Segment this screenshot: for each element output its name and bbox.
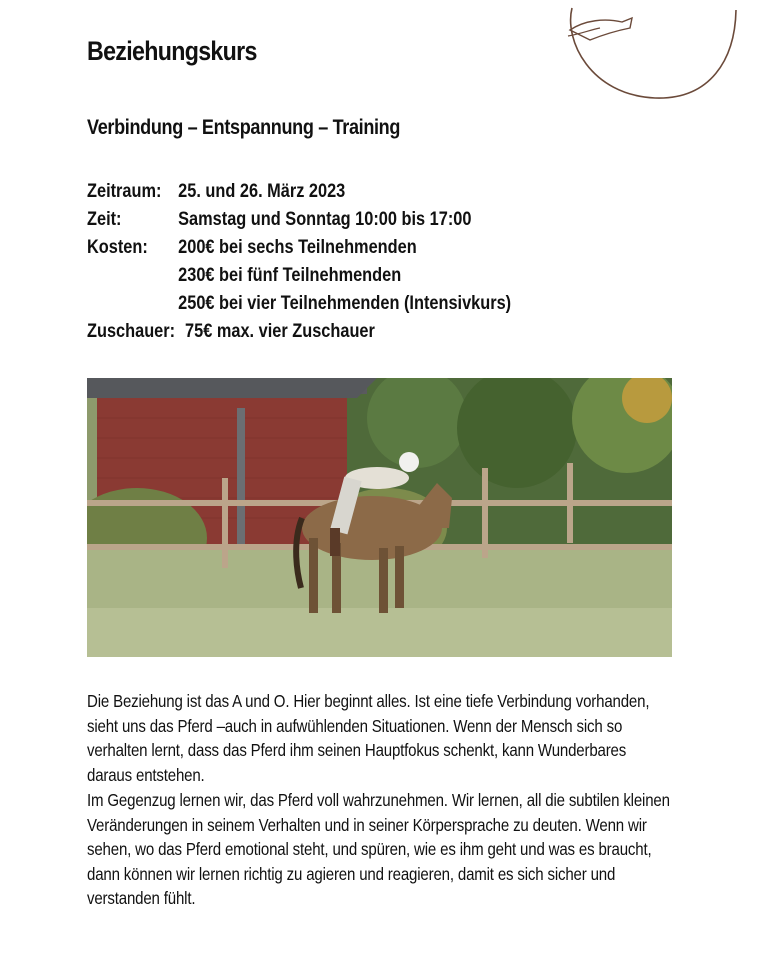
detail-value: 200€ bei sechs Teilnehmenden [178, 237, 417, 258]
detail-value: 75€ max. vier Zuschauer [185, 321, 375, 342]
detail-row-zuschauer [87, 318, 511, 346]
detail-label [87, 262, 178, 290]
detail-label: Zeit: [87, 209, 122, 230]
detail-label: Zuschauer: [87, 321, 176, 342]
detail-value: Samstag und Sonntag 10:00 bis 17:00 [178, 209, 472, 230]
detail-label [87, 290, 178, 318]
horse-photo [87, 378, 672, 657]
course-details [87, 178, 511, 346]
detail-row-kosten-2 [87, 262, 511, 290]
page-title: Beziehungskurs [87, 36, 257, 66]
horsemanship-logo [560, 0, 740, 100]
detail-row-kosten-3 [87, 290, 511, 318]
detail-row-zeit [87, 206, 511, 234]
horse-head-icon [570, 18, 632, 40]
detail-label: Zeitraum: [87, 181, 162, 202]
detail-value: 25. und 26. März 2023 [178, 181, 346, 202]
detail-row-kosten [87, 234, 511, 262]
page-subtitle: Verbindung – Entspannung – Training [87, 116, 401, 139]
detail-label: Kosten: [87, 237, 148, 258]
detail-value: 230€ bei fünf Teilnehmenden [178, 265, 402, 286]
detail-row-zeitraum [87, 178, 511, 206]
detail-paragraph: Im Gegenzug lernen wir, das Pferd voll wahrzunehmen. Wir lernen, all die subtilen kleinen Veränderungen in seinem Verhalten und in seiner Körpersprache zu deuten. Wenn wir sehen, wo das Pferd emotional steht, und spüren, wie es ihm geht und was es braucht, dann können wir lernen richtig zu agieren und reagieren, damit es sich sicher und verstanden fühlt. [87, 790, 670, 908]
detail-value: 250€ bei vier Teilnehmenden (Intensivkurs) [178, 293, 512, 314]
intro-paragraph: Die Beziehung ist das A und O. Hier beginnt alles. Ist eine tiefe Verbindung vorhanden, sieht uns das Pferd –auch in aufwühlenden Situationen. Wenn der Mensch sich so verhalten lernt, dass das Pferd ihm seinen Hauptfokus schenkt, kann Wunderbares daraus entstehen. [87, 691, 650, 785]
